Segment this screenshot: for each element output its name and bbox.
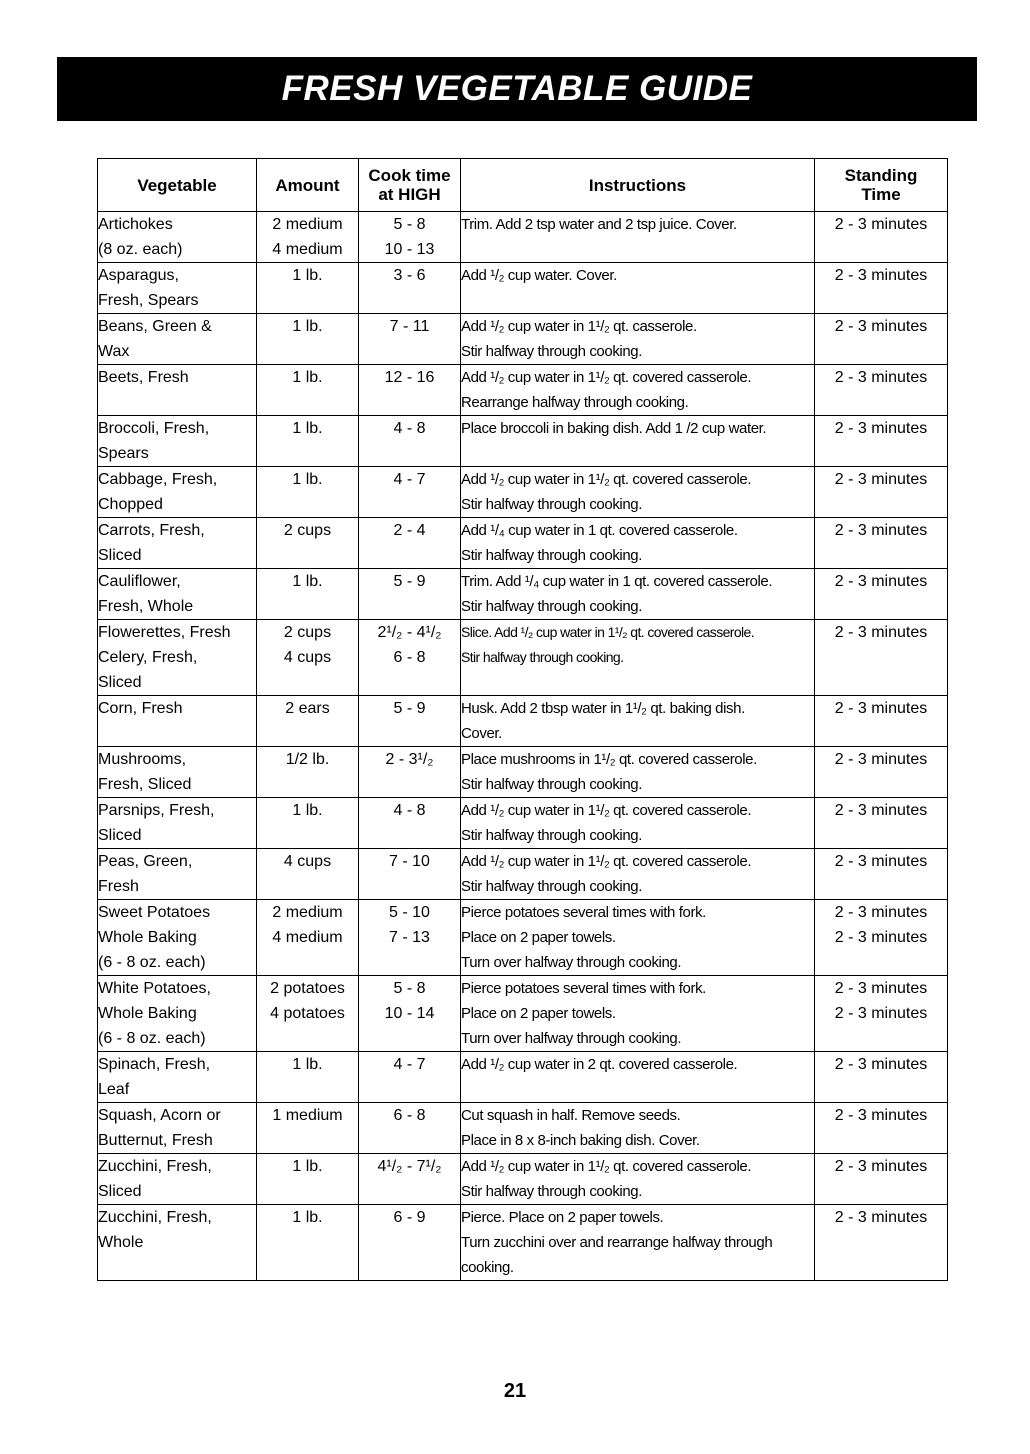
standing-time-cell-line: 2 - 3 minutes	[834, 1158, 928, 1175]
amount-cell-line: 2 medium	[272, 216, 343, 233]
cook-time-cell-line: 10 - 14	[384, 1005, 435, 1022]
instructions-cell	[461, 314, 815, 365]
vegetable-cell-line: Parsnips, Fresh,	[98, 802, 215, 819]
instructions-cell-line: Trim. Add 2 tsp water and 2 tsp juice. Cover.	[461, 216, 737, 233]
standing-time-cell	[815, 747, 948, 798]
standing-time-cell	[815, 1052, 948, 1103]
instructions-cell-line: Stir halfway through cooking.	[461, 496, 643, 513]
amount-cell-line: 1 lb.	[292, 318, 323, 335]
standing-time-cell-line: 2 - 3 minutes	[834, 573, 928, 590]
instructions-cell	[461, 1103, 815, 1154]
vegetable-cell	[98, 976, 257, 1052]
vegetable-cell-line: (6 - 8 oz. each)	[98, 954, 206, 971]
table-body	[98, 212, 948, 1281]
amount-cell	[257, 747, 359, 798]
header-standing-time-line: Standing	[844, 166, 918, 185]
vegetable-cell-line: (6 - 8 oz. each)	[98, 1030, 206, 1047]
cook-time-cell-line: 2 - 4	[393, 522, 426, 539]
header-amount: Amount	[257, 159, 359, 212]
vegetable-cell-line: Flowerettes, Fresh	[98, 624, 231, 641]
cook-time-cell-line: 10 - 13	[384, 241, 435, 258]
cook-time-cell	[359, 900, 461, 976]
vegetable-cell	[98, 696, 257, 747]
instructions-cell-line: Place on 2 paper towels.	[461, 929, 616, 946]
instructions-cell-line: Trim. Add ¹/₄ cup water in 1 qt. covered casserole.	[461, 573, 773, 590]
vegetable-cell-line: Sliced	[98, 827, 142, 844]
instructions-cell-line: Stir halfway through cooking.	[461, 547, 643, 564]
amount-cell	[257, 416, 359, 467]
vegetable-cell-line: Asparagus,	[98, 267, 179, 284]
header-instructions: Instructions	[461, 159, 815, 212]
instructions-cell-line: Stir halfway through cooking.	[461, 1183, 643, 1200]
instructions-cell-line: Cover.	[461, 725, 502, 742]
table-row	[98, 365, 948, 416]
table-row	[98, 849, 948, 900]
cook-time-cell	[359, 263, 461, 314]
standing-time-cell	[815, 212, 948, 263]
vegetable-cell-line: Artichokes	[98, 216, 173, 233]
amount-cell	[257, 365, 359, 416]
cook-time-cell	[359, 212, 461, 263]
vegetable-cell-line: Cabbage, Fresh,	[98, 471, 218, 488]
instructions-cell-line: Add ¹/₂ cup water in 1¹/₂ qt. covered casserole.	[461, 369, 752, 386]
standing-time-cell-line: 2 - 3 minutes	[834, 267, 928, 284]
table-row	[98, 1205, 948, 1281]
cook-time-cell-line: 6 - 8	[393, 1107, 426, 1124]
table-row	[98, 798, 948, 849]
vegetable-cell	[98, 314, 257, 365]
cook-time-cell-line: 4¹/₂ - 7¹/₂	[377, 1158, 442, 1175]
header-standing-time-line: Time	[861, 185, 901, 204]
standing-time-cell-line: 2 - 3 minutes	[834, 318, 928, 335]
instructions-cell-line: Add ¹/₂ cup water. Cover.	[461, 267, 617, 284]
standing-time-cell-line: 2 - 3 minutes	[834, 369, 928, 386]
vegetable-cell-line: White Potatoes,	[98, 980, 211, 997]
standing-time-cell-line: 2 - 3 minutes	[834, 1005, 928, 1022]
instructions-cell-line: Add ¹/₂ cup water in 1¹/₂ qt. covered casserole.	[461, 471, 752, 488]
instructions-cell	[461, 900, 815, 976]
table-row	[98, 900, 948, 976]
standing-time-cell-line: 2 - 3 minutes	[834, 624, 928, 641]
standing-time-cell-line: 2 - 3 minutes	[834, 853, 928, 870]
amount-cell-line: 2 cups	[283, 522, 332, 539]
cook-time-cell-line: 5 - 9	[393, 573, 426, 590]
vegetable-cell	[98, 467, 257, 518]
cook-time-cell	[359, 1052, 461, 1103]
cook-time-cell-line: 7 - 13	[389, 929, 430, 946]
vegetable-cell-line: Corn, Fresh	[98, 700, 183, 717]
instructions-cell-line: Place mushrooms in 1¹/₂ qt. covered casserole.	[461, 751, 757, 768]
standing-time-cell-line: 2 - 3 minutes	[834, 904, 928, 921]
page-number: 21	[503, 1380, 527, 1402]
standing-time-cell	[815, 569, 948, 620]
header-vegetable: Vegetable	[98, 159, 257, 212]
vegetable-cell	[98, 798, 257, 849]
cook-time-cell-line: 2 - 3¹/₂	[385, 751, 434, 768]
standing-time-cell	[815, 1205, 948, 1281]
cook-time-cell	[359, 467, 461, 518]
amount-cell-line: 1 lb.	[292, 1209, 323, 1226]
instructions-cell-line: Turn zucchini over and rearrange halfway through	[461, 1234, 773, 1251]
vegetable-guide-table	[97, 158, 948, 1281]
instructions-cell-line: Add ¹/₂ cup water in 2 qt. covered casserole.	[461, 1056, 738, 1073]
instructions-cell-line: Add ¹/₄ cup water in 1 qt. covered casserole.	[461, 522, 738, 539]
vegetable-cell-line: Whole	[98, 1234, 144, 1251]
vegetable-cell	[98, 569, 257, 620]
vegetable-cell	[98, 849, 257, 900]
amount-cell	[257, 1154, 359, 1205]
vegetable-cell-line: Leaf	[98, 1081, 130, 1098]
table-row	[98, 976, 948, 1052]
vegetable-cell-line: Sliced	[98, 674, 142, 691]
vegetable-cell-line: Carrots, Fresh,	[98, 522, 205, 539]
instructions-cell-line: Stir halfway through cooking.	[461, 776, 643, 793]
cook-time-cell-line: 4 - 7	[393, 471, 426, 488]
standing-time-cell	[815, 314, 948, 365]
cook-time-cell-line: 12 - 16	[384, 369, 435, 386]
amount-cell	[257, 1103, 359, 1154]
standing-time-cell	[815, 900, 948, 976]
vegetable-cell-line: Spinach, Fresh,	[98, 1056, 211, 1073]
amount-cell-line: 1/2 lb.	[285, 751, 330, 768]
cook-time-cell	[359, 976, 461, 1052]
vegetable-cell	[98, 212, 257, 263]
instructions-cell	[461, 1154, 815, 1205]
standing-time-cell-line: 2 - 3 minutes	[834, 802, 928, 819]
table-row	[98, 416, 948, 467]
instructions-cell	[461, 696, 815, 747]
standing-time-cell	[815, 696, 948, 747]
amount-cell-line: 1 lb.	[292, 369, 323, 386]
cook-time-cell	[359, 1205, 461, 1281]
table-row	[98, 747, 948, 798]
amount-cell-line: 2 medium	[272, 904, 343, 921]
instructions-cell-line: Husk. Add 2 tbsp water in 1¹/₂ qt. baking dish.	[461, 700, 745, 717]
cook-time-cell-line: 4 - 8	[393, 420, 426, 437]
amount-cell	[257, 976, 359, 1052]
vegetable-cell-line: Celery, Fresh,	[98, 649, 198, 666]
amount-cell-line: 1 lb.	[292, 802, 323, 819]
header-cook-time-line: Cook time	[368, 166, 451, 185]
amount-cell	[257, 314, 359, 365]
amount-cell	[257, 263, 359, 314]
table-row	[98, 1154, 948, 1205]
instructions-cell-line: Add ¹/₂ cup water in 1¹/₂ qt. covered casserole.	[461, 853, 752, 870]
vegetable-cell-line: Peas, Green,	[98, 853, 193, 870]
vegetable-cell-line: Zucchini, Fresh,	[98, 1209, 212, 1226]
vegetable-cell	[98, 1205, 257, 1281]
amount-cell-line: 4 cups	[283, 649, 332, 666]
amount-cell-line: 1 lb.	[292, 1158, 323, 1175]
amount-cell-line: 2 cups	[283, 624, 332, 641]
instructions-cell	[461, 569, 815, 620]
instructions-cell-line: Place broccoli in baking dish. Add 1 /2 cup water.	[461, 420, 767, 437]
vegetable-cell-line: Cauliflower,	[98, 573, 181, 590]
instructions-cell	[461, 620, 815, 696]
instructions-cell-line: Stir halfway through cooking.	[461, 343, 643, 360]
cook-time-cell-line: 5 - 8	[393, 216, 426, 233]
amount-cell-line: 1 lb.	[292, 420, 323, 437]
standing-time-cell	[815, 849, 948, 900]
cook-time-cell	[359, 569, 461, 620]
cook-time-cell-line: 5 - 10	[389, 904, 430, 921]
vegetable-cell-line: Fresh, Sliced	[98, 776, 192, 793]
amount-cell-line: 1 lb.	[292, 267, 323, 284]
amount-cell	[257, 798, 359, 849]
amount-cell	[257, 900, 359, 976]
standing-time-cell-line: 2 - 3 minutes	[834, 216, 928, 233]
standing-time-cell	[815, 416, 948, 467]
vegetable-cell	[98, 900, 257, 976]
amount-cell-line: 4 medium	[272, 929, 343, 946]
cook-time-cell-line: 7 - 11	[389, 318, 430, 335]
header-standing-time	[815, 159, 948, 212]
vegetable-cell-line: Whole Baking	[98, 1005, 197, 1022]
table-row	[98, 467, 948, 518]
instructions-cell-line: Stir halfway through cooking.	[461, 827, 643, 844]
standing-time-cell	[815, 976, 948, 1052]
cook-time-cell	[359, 1154, 461, 1205]
cook-time-cell	[359, 416, 461, 467]
amount-cell	[257, 1205, 359, 1281]
vegetable-cell	[98, 263, 257, 314]
header-cook-time	[359, 159, 461, 212]
vegetable-cell-line: Fresh	[98, 878, 139, 895]
cook-time-cell	[359, 696, 461, 747]
standing-time-cell	[815, 263, 948, 314]
vegetable-cell	[98, 1154, 257, 1205]
cook-time-cell-line: 6 - 9	[393, 1209, 426, 1226]
cook-time-cell-line: 6 - 8	[393, 649, 426, 666]
instructions-cell-line: Add ¹/₂ cup water in 1¹/₂ qt. covered casserole.	[461, 802, 752, 819]
instructions-cell-line: Pierce potatoes several times with fork.	[461, 980, 706, 997]
amount-cell-line: 4 potatoes	[270, 1005, 345, 1022]
vegetable-cell	[98, 1052, 257, 1103]
instructions-cell-line: Slice. Add ¹/₂ cup water in 1¹/₂ qt. covered casserole.	[461, 624, 755, 640]
cook-time-cell-line: 7 - 10	[389, 853, 430, 870]
header-row	[98, 159, 948, 212]
standing-time-cell	[815, 1103, 948, 1154]
vegetable-cell	[98, 518, 257, 569]
standing-time-cell-line: 2 - 3 minutes	[834, 751, 928, 768]
instructions-cell	[461, 416, 815, 467]
cook-time-cell-line: 2¹/₂ - 4¹/₂	[377, 624, 442, 641]
cook-time-cell-line: 4 - 8	[393, 802, 426, 819]
instructions-cell-line: Add ¹/₂ cup water in 1¹/₂ qt. casserole.	[461, 318, 697, 335]
standing-time-cell-line: 2 - 3 minutes	[834, 471, 928, 488]
cook-time-cell-line: 5 - 9	[393, 700, 426, 717]
standing-time-cell	[815, 518, 948, 569]
table-row	[98, 263, 948, 314]
standing-time-cell	[815, 1154, 948, 1205]
vegetable-cell-line: Chopped	[98, 496, 163, 513]
vegetable-cell-line: (8 oz. each)	[98, 241, 183, 258]
cook-time-cell	[359, 798, 461, 849]
amount-cell-line: 4 cups	[283, 853, 332, 870]
instructions-cell-line: Cut squash in half. Remove seeds.	[461, 1107, 681, 1124]
instructions-cell	[461, 263, 815, 314]
vegetable-cell-line: Beets, Fresh	[98, 369, 189, 386]
instructions-cell-line: Add ¹/₂ cup water in 1¹/₂ qt. covered casserole.	[461, 1158, 752, 1175]
cook-time-cell	[359, 518, 461, 569]
instructions-cell	[461, 976, 815, 1052]
amount-cell	[257, 467, 359, 518]
amount-cell-line: 1 lb.	[292, 471, 323, 488]
vegetable-cell-line: Fresh, Whole	[98, 598, 194, 615]
standing-time-cell-line: 2 - 3 minutes	[834, 522, 928, 539]
instructions-cell-line: Place in 8 x 8-inch baking dish. Cover.	[461, 1132, 700, 1149]
instructions-cell	[461, 1205, 815, 1281]
instructions-cell	[461, 1052, 815, 1103]
header-cook-time-line: at HIGH	[378, 185, 441, 204]
instructions-cell-line: Pierce. Place on 2 paper towels.	[461, 1209, 664, 1226]
amount-cell	[257, 696, 359, 747]
instructions-cell-line: Stir halfway through cooking.	[461, 878, 643, 895]
amount-cell-line: 4 medium	[272, 241, 343, 258]
vegetable-cell	[98, 416, 257, 467]
standing-time-cell	[815, 365, 948, 416]
vegetable-cell-line: Butternut, Fresh	[98, 1132, 213, 1149]
vegetable-cell-line: Fresh, Spears	[98, 292, 199, 309]
instructions-cell-line: Rearrange halfway through cooking.	[461, 394, 689, 411]
instructions-cell-line: Turn over halfway through cooking.	[461, 954, 682, 971]
vegetable-cell-line: Sliced	[98, 547, 142, 564]
standing-time-cell	[815, 798, 948, 849]
instructions-cell	[461, 365, 815, 416]
instructions-cell-line: Place on 2 paper towels.	[461, 1005, 616, 1022]
page-title: FRESH VEGETABLE GUIDE	[281, 69, 753, 108]
cook-time-cell	[359, 620, 461, 696]
standing-time-cell-line: 2 - 3 minutes	[834, 929, 928, 946]
table-row	[98, 314, 948, 365]
cook-time-cell	[359, 365, 461, 416]
instructions-cell-line: Turn over halfway through cooking.	[461, 1030, 682, 1047]
standing-time-cell-line: 2 - 3 minutes	[834, 1107, 928, 1124]
amount-cell	[257, 212, 359, 263]
amount-cell-line: 1 lb.	[292, 573, 323, 590]
amount-cell-line: 1 lb.	[292, 1056, 323, 1073]
table-row	[98, 569, 948, 620]
instructions-cell	[461, 467, 815, 518]
instructions-cell	[461, 849, 815, 900]
table-row	[98, 212, 948, 263]
standing-time-cell	[815, 620, 948, 696]
amount-cell	[257, 569, 359, 620]
standing-time-cell-line: 2 - 3 minutes	[834, 700, 928, 717]
instructions-cell	[461, 798, 815, 849]
vegetable-cell-line: Spears	[98, 445, 149, 462]
amount-cell-line: 2 potatoes	[270, 980, 345, 997]
amount-cell-line: 2 ears	[285, 700, 330, 717]
instructions-cell	[461, 747, 815, 798]
cook-time-cell-line: 5 - 8	[393, 980, 426, 997]
amount-cell	[257, 620, 359, 696]
standing-time-cell-line: 2 - 3 minutes	[834, 980, 928, 997]
vegetable-cell-line: Beans, Green &	[98, 318, 212, 335]
title-banner	[57, 57, 977, 121]
vegetable-cell-line: Sliced	[98, 1183, 142, 1200]
vegetable-cell	[98, 1103, 257, 1154]
amount-cell	[257, 849, 359, 900]
cook-time-cell-line: 4 - 7	[393, 1056, 426, 1073]
vegetable-cell-line: Whole Baking	[98, 929, 197, 946]
amount-cell-line: 1 medium	[272, 1107, 343, 1124]
vegetable-cell-line: Sweet Potatoes	[98, 904, 211, 921]
vegetable-cell-line: Broccoli, Fresh,	[98, 420, 210, 437]
standing-time-cell-line: 2 - 3 minutes	[834, 420, 928, 437]
vegetable-cell	[98, 747, 257, 798]
instructions-cell-line: Pierce potatoes several times with fork.	[461, 904, 706, 921]
instructions-cell-line: cooking.	[461, 1259, 514, 1276]
table-row	[98, 696, 948, 747]
instructions-cell	[461, 518, 815, 569]
cook-time-cell	[359, 747, 461, 798]
table-row	[98, 1052, 948, 1103]
vegetable-cell-line: Mushrooms,	[98, 751, 187, 768]
table-row	[98, 518, 948, 569]
standing-time-cell	[815, 467, 948, 518]
instructions-cell-line: Stir halfway through cooking.	[461, 598, 643, 615]
vegetable-cell	[98, 620, 257, 696]
cook-time-cell	[359, 849, 461, 900]
cook-time-cell-line: 3 - 6	[393, 267, 426, 284]
cook-time-cell	[359, 314, 461, 365]
instructions-cell	[461, 212, 815, 263]
standing-time-cell-line: 2 - 3 minutes	[834, 1056, 928, 1073]
vegetable-cell-line: Wax	[98, 343, 130, 360]
vegetable-cell	[98, 365, 257, 416]
table-row	[98, 1103, 948, 1154]
vegetable-cell-line: Zucchini, Fresh,	[98, 1158, 212, 1175]
standing-time-cell-line: 2 - 3 minutes	[834, 1209, 928, 1226]
instructions-cell-line: Stir halfway through cooking.	[461, 649, 624, 665]
table-row	[98, 620, 948, 696]
amount-cell	[257, 1052, 359, 1103]
amount-cell	[257, 518, 359, 569]
cook-time-cell	[359, 1103, 461, 1154]
vegetable-cell-line: Squash, Acorn or	[98, 1107, 221, 1124]
